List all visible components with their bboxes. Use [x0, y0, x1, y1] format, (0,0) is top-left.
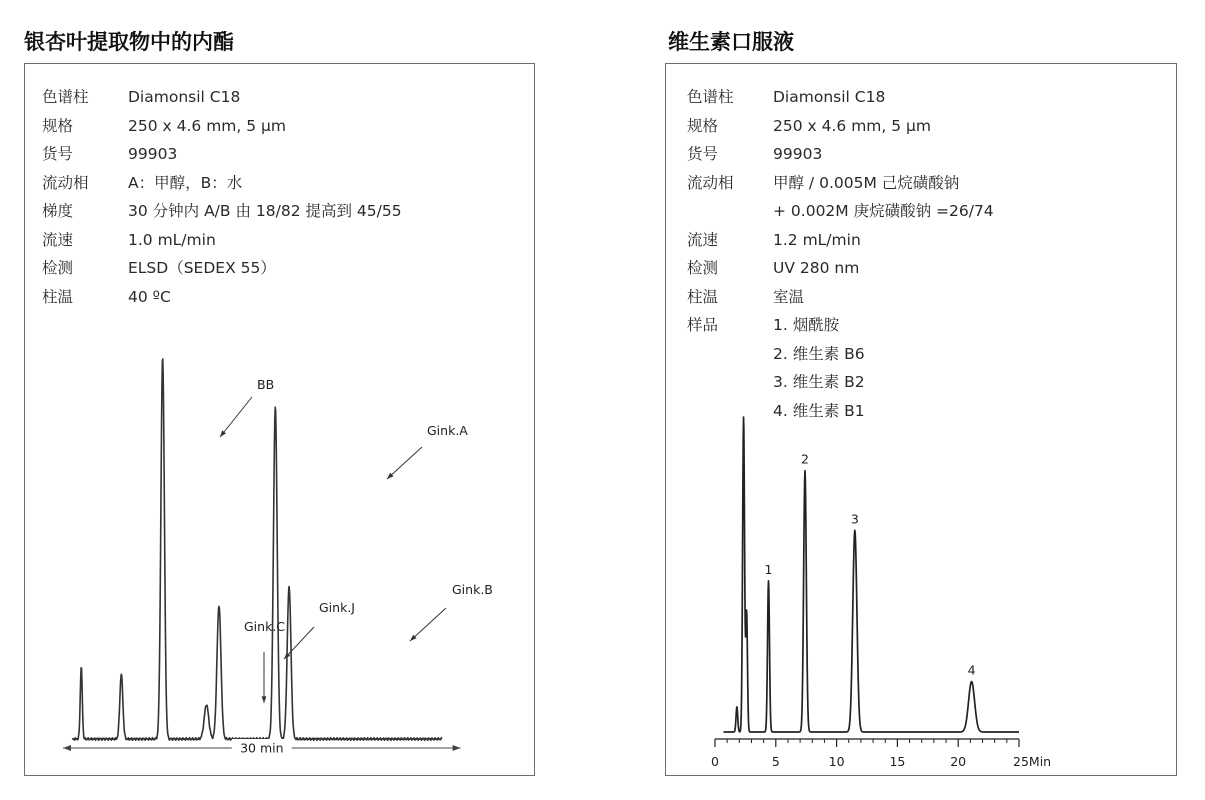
- left-panel-title: 银杏叶提取物中的内酯: [24, 30, 234, 54]
- spec-key: 柱温: [42, 287, 74, 306]
- spec-key: 检测: [42, 259, 74, 277]
- left-trace-line: [73, 359, 442, 740]
- x-tick-label: 25Min: [1013, 754, 1052, 769]
- spec-value: ELSD（SEDEX 55）: [128, 259, 276, 277]
- spec-key: 货号: [42, 145, 74, 163]
- spec-key: 流速: [42, 230, 74, 249]
- right-chart-panel: [665, 63, 1177, 776]
- spec-key: 流动相: [42, 173, 89, 192]
- peak-label: BB: [257, 377, 275, 392]
- x-tick-label: 5: [771, 754, 780, 769]
- spec-value: 99903: [128, 145, 178, 163]
- spec-key: 规格: [687, 116, 719, 135]
- peak-number-label: 1: [764, 561, 773, 577]
- spec-value: 1.0 mL/min: [128, 230, 216, 249]
- spec-key: 检测: [687, 259, 719, 277]
- spec-value: Diamonsil C18: [773, 88, 886, 106]
- spec-key: 流动相: [687, 173, 734, 192]
- peak-number-label: 4: [967, 662, 976, 678]
- peak-label: Gink.B: [452, 582, 493, 597]
- spec-key: 样品: [687, 316, 719, 334]
- spec-value: Diamonsil C18: [128, 88, 241, 106]
- peak-label-arrow: [220, 397, 252, 437]
- scale-bar-arrow-left: [63, 745, 71, 751]
- spec-key: 色谱柱: [42, 88, 89, 106]
- spec-value: A：甲醇，B：水: [128, 173, 243, 192]
- peak-label: Gink.J: [319, 600, 355, 615]
- scale-bar-label: 30 min: [240, 740, 284, 756]
- x-tick-label: 0: [711, 754, 719, 769]
- left-chromatogram: [25, 64, 534, 775]
- right-panel-title: 维生素口服液: [668, 30, 794, 54]
- left-chart-panel: [24, 63, 535, 776]
- spec-value: 99903: [773, 145, 823, 163]
- peak-number-label: 2: [801, 451, 809, 467]
- spec-value: 甲醇 / 0.005M 己烷磺酸钠: [773, 173, 960, 192]
- x-tick-label: 15: [889, 754, 906, 769]
- spec-value: 2. 维生素 B6: [773, 344, 865, 363]
- spec-value: 1. 烟酰胺: [773, 316, 840, 334]
- spec-value: 250 x 4.6 mm, 5 μm: [773, 116, 931, 135]
- spec-key: 规格: [42, 116, 74, 135]
- spec-key: 柱温: [687, 287, 719, 306]
- peak-number-label: 3: [850, 511, 859, 527]
- peak-label-arrow: [410, 608, 446, 641]
- spec-key: 梯度: [42, 202, 74, 220]
- peak-label: Gink.A: [427, 423, 468, 438]
- spec-key: 货号: [687, 145, 719, 163]
- spec-value: 30 分钟内 A/B 由 18/82 提高到 45/55: [128, 202, 402, 220]
- arrow-head: [262, 696, 267, 703]
- spec-value: 1.2 mL/min: [773, 230, 861, 249]
- spec-value: 250 x 4.6 mm, 5 μm: [128, 116, 286, 135]
- spec-value: 4. 维生素 B1: [773, 401, 865, 420]
- spec-key: 流速: [687, 230, 719, 249]
- peak-label: Gink.C: [244, 619, 286, 634]
- spec-value: UV 280 nm: [773, 259, 860, 277]
- scale-bar-arrow-right: [453, 745, 461, 751]
- x-tick-label: 10: [828, 754, 845, 769]
- spec-value: 室温: [773, 287, 805, 306]
- spec-value: + 0.002M 庚烷磺酸钠 =26/74: [773, 202, 994, 220]
- right-chromatogram: [666, 64, 1176, 775]
- peak-label-arrow: [387, 447, 422, 479]
- spec-value: 40 ºC: [128, 287, 171, 306]
- x-tick-label: 20: [950, 754, 967, 769]
- peak-label-arrow: [284, 627, 314, 659]
- spec-value: 3. 维生素 B2: [773, 373, 865, 391]
- spec-key: 色谱柱: [687, 88, 734, 106]
